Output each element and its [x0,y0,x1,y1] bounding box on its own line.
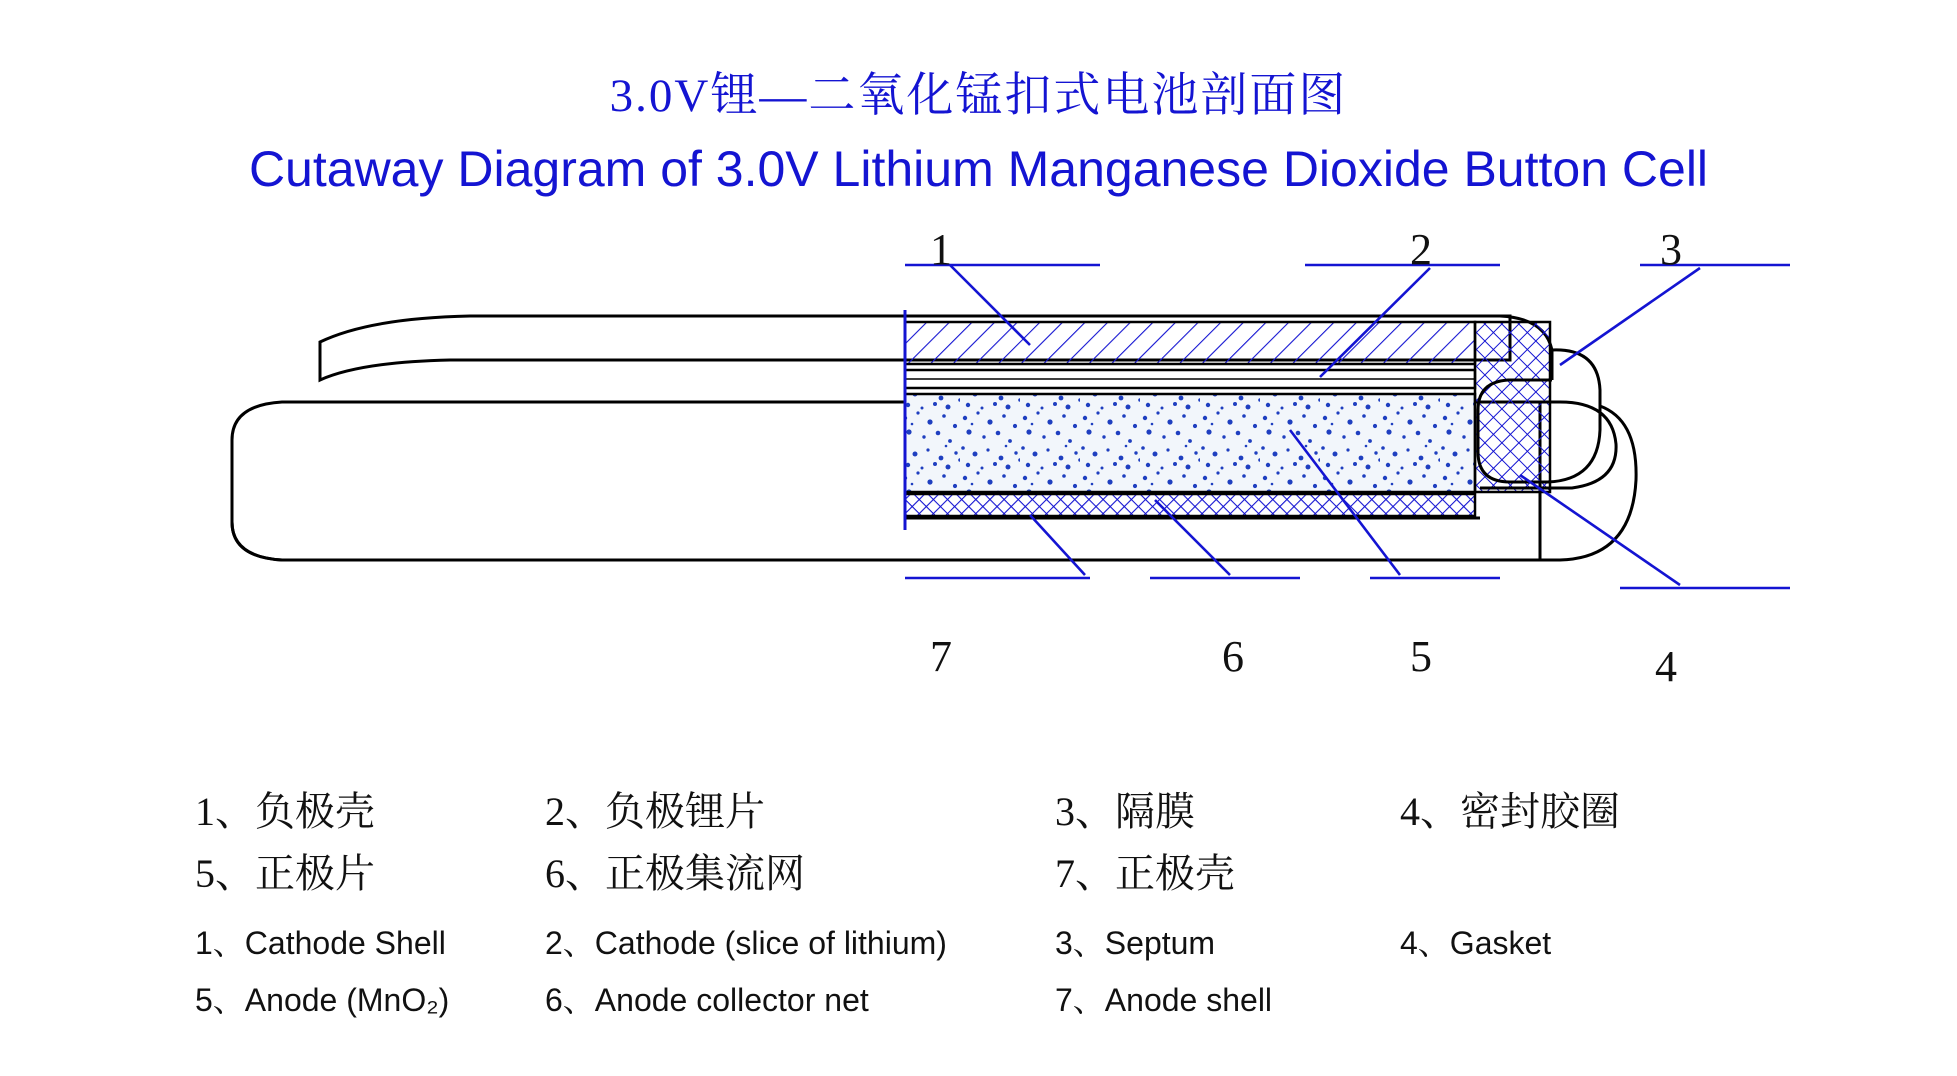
page-title-english: Cutaway Diagram of 3.0V Lithium Manganese Dioxide Button Cell [248,141,1709,197]
legend-en-5: 5、Anode (MnO₂) [195,982,450,1018]
callout-7: 7 [930,632,952,681]
legend-cn-4: 4、密封胶圈 [1400,789,1620,834]
legend-en-6: 6、Anode collector net [545,982,869,1018]
legend-cn-3: 3、隔膜 [1055,789,1195,834]
callout-5: 5 [1410,632,1432,681]
legend-row-cn-2 [0,842,1957,902]
legend-en-4: 4、Gasket [1400,925,1552,961]
callout-2: 2 [1410,225,1432,274]
page-title-chinese: 3.0V锂—二氧化锰扣式电池剖面图 [609,70,1348,122]
legend-en-7: 7、Anode shell [1055,982,1273,1018]
callout-3: 3 [1660,225,1682,274]
legend-en-3: 3、Septum [1055,925,1216,961]
legend-cn-1: 1、负极壳 [195,789,375,834]
legend-row-cn-1 [0,780,1957,840]
legend-en-2: 2、Cathode (slice of lithium) [545,925,947,961]
legend-cn-5: 5、正极片 [195,851,375,896]
legend-en-1: 1、Cathode Shell [195,925,446,961]
legend-cn-6: 6、正极集流网 [545,851,805,896]
legend-cn-7: 7、正极壳 [1055,851,1235,896]
callout-6: 6 [1222,632,1244,681]
legend [0,760,1957,1060]
legend-row-en-2 [0,975,1957,1035]
legend-cn-2: 2、负极锂片 [545,789,765,834]
legend-row-en-1 [0,918,1957,978]
callout-1: 1 [930,225,952,274]
callout-4: 4 [1655,642,1677,691]
